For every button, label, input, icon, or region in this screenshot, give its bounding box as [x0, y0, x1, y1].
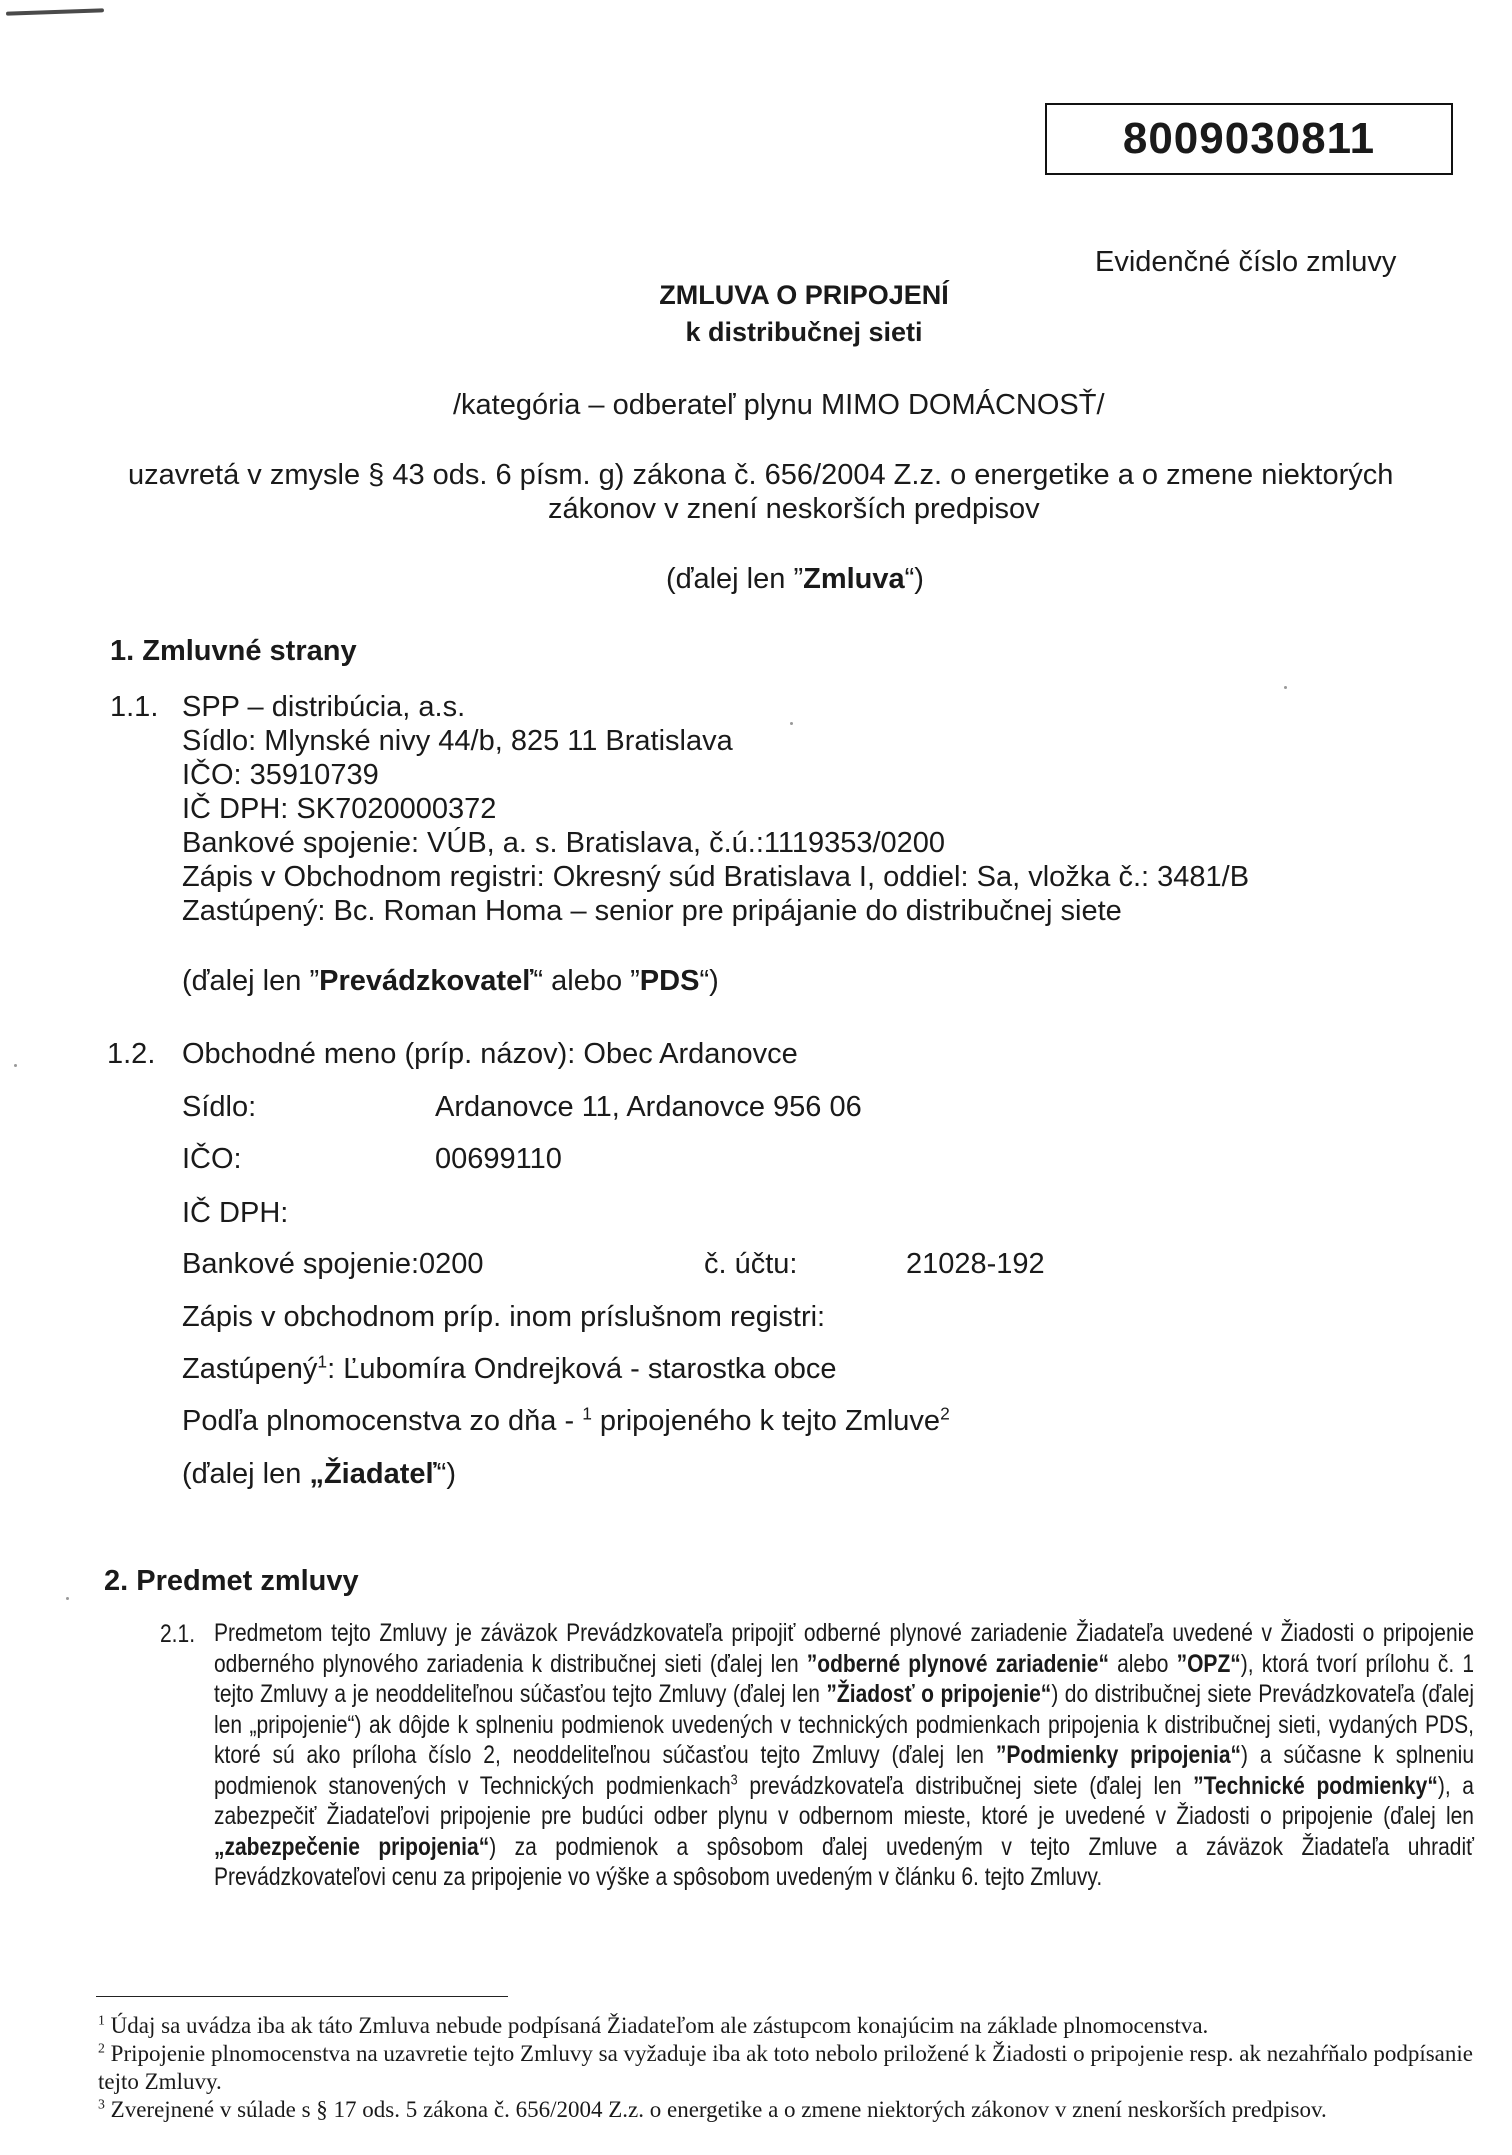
field-value: Obec Ardanovce	[583, 1038, 798, 1070]
clause-text: Predmetom tejto Zmluvy je záväzok Prevádzkovateľa pripojiť odberné plynové zariadenie Žiadateľa uvedené v Žiadosti o pripojenie odberného plynového zariadenia k distribučnej sieti (ďalej len	[214, 1619, 1474, 1678]
footnote-separator	[96, 1996, 508, 1997]
party1-name: SPP – distribúcia, a.s.	[182, 691, 466, 723]
party1-bank: Bankové spojenie: VÚB, a. s. Bratislava, č.ú.:1119353/0200	[182, 827, 946, 859]
contract-number-label: Evidenčné číslo zmluvy	[1095, 246, 1397, 278]
clause-text: prevádzkovateľa distribučnej siete (ďalej len	[737, 1771, 1194, 1800]
clause-bold-term: ”Technické podmienky“	[1193, 1771, 1438, 1800]
party2-representative	[182, 1353, 836, 1386]
footnote-ref: 1	[582, 1403, 592, 1424]
footnote	[98, 2012, 1512, 2040]
clause-bold-term: ”Žiadosť o pripojenie“	[826, 1680, 1052, 1708]
alias-bold: Prevádzkovateľ	[319, 965, 534, 997]
field-label: Bankové spojenie:	[182, 1248, 419, 1280]
party2-alias	[182, 1458, 456, 1491]
alias-text: “)	[436, 1458, 456, 1490]
party1-seat: Sídlo: Mlynské nivy 44/b, 825 11 Bratislava	[182, 725, 733, 757]
scan-dot	[790, 722, 793, 725]
clause-number: 2.1.	[160, 1620, 196, 1648]
alias-text: “)	[904, 563, 924, 595]
footnote	[98, 2040, 1512, 2096]
alias-text: “)	[699, 965, 719, 997]
footnote-ref: 2	[940, 1403, 950, 1424]
party2-proxy	[182, 1405, 950, 1438]
party1-number: 1.1.	[110, 691, 159, 723]
footnote-text: Údaj sa uvádza iba ak táto Zmluva nebude podpísaná Žiadateľom ale zástupcom konajúcim na základe plnomocenstva.	[104, 2013, 1209, 2038]
footnote-number: 2	[98, 2040, 105, 2056]
party2-seat-value: Ardanovce 11, Ardanovce 956 06	[435, 1091, 862, 1123]
clause-bold-term: ”Podmienky pripojenia“	[995, 1741, 1242, 1769]
alias-text: (ďalej len	[182, 1458, 310, 1490]
clause-bold-term: „zabezpečenie pripojenia“	[214, 1832, 490, 1861]
party2-account-value: 21028-192	[906, 1248, 1045, 1280]
clause-text: ) za podmienok a spôsobom ďalej uvedeným v tejto Zmluve a záväzok Žiadateľa uhradiť Prevádzkovateľovi cenu za pripojenie vo výške a spôsobom uvedeným v článku 6. tejto Zmluvy.	[214, 1832, 1475, 1891]
footnote-ref: 1	[317, 1351, 328, 1372]
section-heading-parties: 1. Zmluvné strany	[110, 635, 357, 667]
party2-register: Zápis v obchodnom príp. inom príslušnom registri:	[182, 1301, 826, 1333]
clause-text: ), a zabezpečiť Žiadateľovi pripojenie pre budúci odber plynu v odbernom mieste, ktoré je uvedené v Žiadosti o pripojenie (ďalej len	[214, 1771, 1474, 1830]
document-subtitle: k distribučnej sieti	[685, 317, 923, 347]
clause-text: ) a súčasne k splneniu podmienok stanovených v Technických podmienkach	[214, 1741, 1475, 1800]
alias-bold: „Žiadateľ	[309, 1458, 437, 1490]
party1-dic: IČ DPH: SK7020000372	[182, 793, 497, 825]
party2-name	[182, 1038, 798, 1071]
field-label: Zastúpený	[182, 1353, 318, 1385]
party2-bank	[182, 1248, 484, 1281]
party2-seat-label: Sídlo:	[182, 1091, 257, 1123]
field-value: 0200	[419, 1248, 484, 1280]
clause-text: alebo	[1108, 1649, 1177, 1678]
party1-representative: Zastúpený: Bc. Roman Homa – senior pre pripájanie do distribučnej siete	[182, 895, 1122, 927]
alias-text: (ďalej len ”	[666, 563, 804, 595]
scan-dot	[1284, 686, 1287, 689]
clause-2-1-text	[214, 1618, 1474, 1893]
field-label: Obchodné meno (príp. názov):	[182, 1038, 584, 1070]
party2-account-label: č. účtu:	[704, 1248, 798, 1280]
footnote-number: 3	[98, 2096, 105, 2112]
party2-ico-label: IČO:	[182, 1143, 242, 1175]
footnote-text: Zverejnené v súlade s § 17 ods. 5 zákona č. 656/2004 Z.z. o energetike a o zmene niektorých zákonov v znení neskorších predpisov.	[104, 2097, 1327, 2122]
party2-dic-label: IČ DPH:	[182, 1197, 289, 1229]
document-title: ZMLUVA O PRIPOJENÍ	[659, 280, 949, 310]
contract-alias	[666, 563, 924, 596]
contract-number-box: 8009030811	[1045, 103, 1453, 175]
alias-bold: PDS	[639, 965, 700, 997]
field-value: : Ľubomíra Ondrejková - starostka obce	[327, 1353, 837, 1385]
legal-basis-line2: zákonov v znení neskorších predpisov	[548, 493, 1040, 525]
alias-bold: Zmluva	[803, 563, 905, 595]
section-heading-subject: 2. Predmet zmluvy	[104, 1565, 359, 1597]
clause-text: ) do distribučnej siete Prevádzkovateľa (ďalej len „pripojenie“) ak dôjde k splneniu podmienok uvedených v technických podmienkach pripojenia k distribučnej sieti, vydaných PDS, ktoré sú ako príloha číslo 2, neoddeliteľnou súčasťou tejto Zmluvy (ďalej len	[214, 1680, 1475, 1769]
clause-bold-term: ”OPZ“	[1176, 1649, 1241, 1678]
party1-alias	[182, 965, 719, 998]
footnote-text: Pripojenie plnomocenstva na uzavretie tejto Zmluvy sa vyžaduje iba ak toto nebolo priložené k Žiadosti o pripojenie resp. ak nezahŕňalo podpísanie tejto Zmluvy.	[98, 2041, 1473, 2094]
contract-category: /kategória – odberateľ plynu MIMO DOMÁCNOSŤ/	[453, 389, 1105, 421]
scan-mark	[6, 8, 104, 15]
footnotes	[98, 2012, 1512, 2124]
footnote-number: 1	[98, 2012, 105, 2028]
scan-dot	[66, 1597, 69, 1600]
scan-dot	[14, 1064, 17, 1067]
proxy-text: pripojeného k tejto Zmluve	[591, 1405, 941, 1437]
legal-basis-line1: uzavretá v zmysle § 43 ods. 6 písm. g) zákona č. 656/2004 Z.z. o energetike a o zmene niektorých	[128, 459, 1394, 491]
clause-bold-term: ”odberné plynové zariadenie“	[806, 1649, 1109, 1678]
footnote-ref: 3	[730, 1771, 738, 1789]
party2-number: 1.2.	[107, 1038, 156, 1070]
party1-ico: IČO: 35910739	[182, 759, 379, 791]
footnote	[98, 2096, 1512, 2124]
clause-text: ), ktorá tvorí prílohu č. 1 tejto Zmluvy a je neoddeliteľnou súčasťou tejto Zmluvy (ďalej len	[214, 1649, 1475, 1708]
alias-text: “ alebo ”	[533, 965, 640, 997]
alias-text: (ďalej len ”	[182, 965, 320, 997]
party2-ico-value: 00699110	[435, 1143, 562, 1175]
proxy-text: Podľa plnomocenstva zo dňa -	[182, 1405, 583, 1437]
party1-register: Zápis v Obchodnom registri: Okresný súd Bratislava I, oddiel: Sa, vložka č.: 3481/B	[182, 861, 1250, 893]
